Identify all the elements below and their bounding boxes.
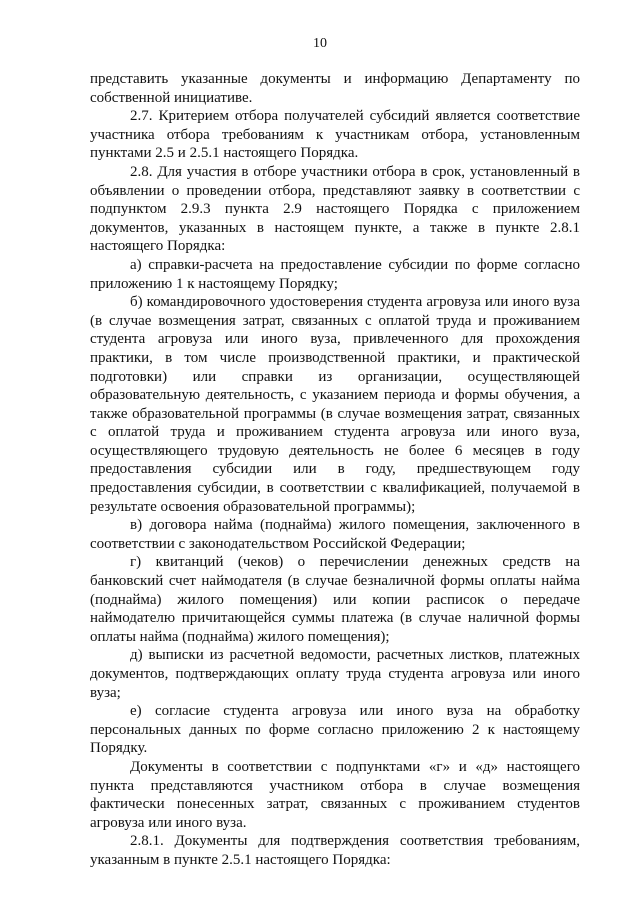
paragraph-continuation: представить указанные документы и информацию Департаменту по собственной инициативе. — [90, 71, 580, 106]
list-item-b: б) командировочного удостоверения студента агровуза или иного вуза (в случае возмещения затрат, связанных с оплатой труда и проживанием студента агровуза или иного вуза, привлеченного для прохождения практики, в том числе производственной практики, и практической подготовки) или справки из организации, осуществляющей образовательную деятельность, с указанием периода и формы обучения, а также образовательной программы (в случае возмещения затрат, связанных с оплатой труда и проживанием студента агровуза или иного вуза, осуществляющего трудовую деятельность не более 6 месяцев в году предоставления субсидии или в году, предшествующем году предоставления субсидии, в соответствии с квалификацией, получаемой в результате освоения образовательной программы); — [90, 294, 580, 515]
list-item-v: в) договора найма (поднайма) жилого помещения, заключенного в соответствии с законодательством Российской Федерации; — [90, 517, 580, 552]
paragraph-2-8: 2.8. Для участия в отборе участники отбора в срок, установленный в объявлении о проведении отбора, представляют заявку в соответствии с подпунктом 2.9.3 пункта 2.9 настоящего Порядка с приложением документов, указанных в настоящем пункте, а также в пункте 2.8.1 настоящего Порядка: — [90, 163, 580, 255]
list-item-e: е) согласие студента агровуза или иного вуза на обработку персональных данных по форме согласно приложению 2 к настоящему Порядку. — [90, 703, 580, 757]
list-item-a: а) справки-расчета на предоставление субсидии по форме согласно приложению 1 к настоящему Порядку; — [90, 256, 580, 292]
paragraph-documents-note: Документы в соответствии с подпунктами «г» и «д» настоящего пункта представляются участником отбора в случае возмещения фактически понесенных затрат, связанных с проживанием студентов агровуза или иного вуза. — [90, 758, 580, 831]
paragraph-2-8-1: 2.8.1. Документы для подтверждения соответствия требованиям, указанным в пункте 2.5.1 настоящего Порядка: — [90, 833, 580, 868]
list-item-d: д) выписки из расчетной ведомости, расчетных листков, платежных документов, подтверждающих оплату труда студента агровуза или иного вуза; — [90, 647, 580, 701]
page-number: 10 — [313, 36, 327, 51]
paragraph-2-7: 2.7. Критерием отбора получателей субсидий является соответствие участника отбора требованиям к участникам отбора, установленным пунктами 2.5 и 2.5.1 настоящего Порядка. — [90, 108, 580, 162]
list-item-g: г) квитанций (чеков) о перечислении денежных средств на банковский счет наймодателя (в случае безналичной формы оплаты найма (поднайма) жилого помещения) или копии расписок о передаче наймодателю причитающейся суммы платежа (в случае наличной формы оплаты найма (поднайма) жилого помещения); — [90, 554, 580, 645]
document-body — [90, 70, 580, 870]
